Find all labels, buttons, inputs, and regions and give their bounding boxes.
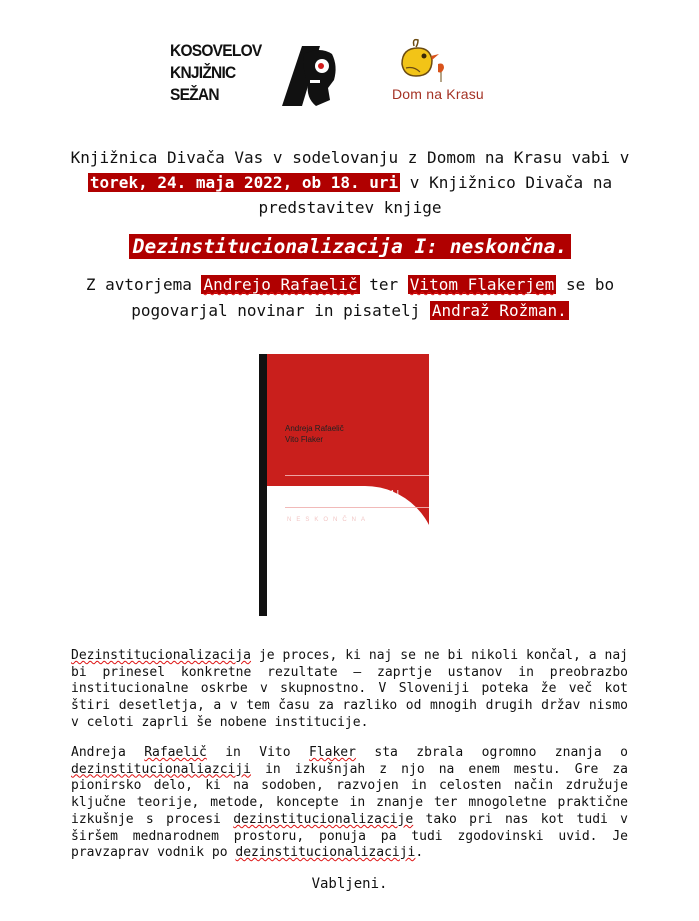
p1-text: je proces, ki naj se ne bi nikoli končal, a naj bi prinesel konkretne rezultate – zaprtje ustanov in preobrazbo institucionalne oskrbe v skupnostno. V Sloveniji poteka že več kot štiri desetletja, a v tem času za razliko od mnogih drugih držav nismo v celoti zaprli še nobene institucije. <box>71 648 628 730</box>
bird-icon <box>394 36 454 86</box>
event-date: torek, 24. maja 2022, ob 18. uri <box>89 173 399 192</box>
p1-word: Dezinstitucionalizacija <box>71 648 252 663</box>
cover-author-1: Andreja Rafaelič <box>285 424 344 433</box>
p2-word-1: Rafaelič <box>144 745 207 760</box>
intro-text-2: v Knjižnico Divača na predstavitev knjige <box>258 173 613 217</box>
book-cover <box>259 354 429 616</box>
cover-white-shape <box>267 486 429 616</box>
dom-logo-text: Dom na Krasu <box>392 86 484 102</box>
p2-word-5: dezinstitucionalizaciji <box>235 845 416 861</box>
p2-word-2: Flaker <box>309 745 356 760</box>
cover-authors <box>285 423 344 445</box>
cover-title: DEZINSTITUCIONALIZACIJA I <box>285 487 399 502</box>
p2-text-d: in izkušnjah z njo na enem mestu. Gre za pionirsko delo, ki na sodoben, razvojen in celosten način združuje ključne teorije, metode, koncepte in znanje ter mnogoletne praktične izkušnje s procesi <box>71 761 628 827</box>
book-title: Dezinstitucionalizacija I: neskončna. <box>129 234 571 259</box>
kosovel-logo-line1: KOSOVELOV <box>170 42 262 60</box>
p2-word-4: dezinstitucionalizacije <box>233 811 414 827</box>
invitation-intro <box>40 145 660 220</box>
kosovel-logo-text <box>170 40 285 106</box>
authors-text-1: Z avtorjema <box>85 275 192 294</box>
cover-spine <box>259 354 267 616</box>
p2-word-3: dezinstitucionaliazciji <box>71 761 252 777</box>
cover-rule-bottom <box>285 507 429 508</box>
cover-subtitle: NESKONČNA <box>287 517 371 523</box>
dom-na-krasu-logo <box>386 36 496 112</box>
kosovel-face-icon <box>280 44 338 108</box>
kosovel-library-logo <box>170 40 340 112</box>
authors-text-2: ter <box>369 275 399 294</box>
kosovel-logo-line3: SEŽAN <box>170 86 219 104</box>
p2-text-b: in Vito <box>206 745 309 760</box>
author-1: Andrejo Rafaelič <box>203 275 358 294</box>
intro-text-1: Knjižnica Divača Vas v sodelovanju z Domom na Krasu vabi v <box>70 148 630 167</box>
description-paragraph-2 <box>71 745 628 862</box>
author-2: Vitom Flakerjem <box>409 275 555 294</box>
p2-text-e: tako pri nas kot tudi v širšem mednarodnem prostoru, ponuja pa tudi zgodovinski uvid. Je pravzaprav vodnik po <box>71 811 628 861</box>
cover-author-2: Vito Flaker <box>285 435 324 444</box>
book-title-banner <box>40 232 660 262</box>
host-name: Andraž Rožman. <box>431 301 567 320</box>
p2-text-a: Andreja <box>71 745 145 760</box>
description-paragraph-1 <box>71 648 628 732</box>
closing-text: Vabljeni. <box>311 876 388 892</box>
cover-rule-top <box>285 475 429 476</box>
authors-text-3: se bo pogovarjal novinar in pisatelj <box>131 275 615 320</box>
authors-line <box>40 272 660 324</box>
p2-text-c: sta zbrala ogromno znanja o <box>355 745 628 760</box>
kosovel-logo-line2: KNJIŽNIC <box>170 64 236 82</box>
p2-text-f: . <box>415 845 424 861</box>
